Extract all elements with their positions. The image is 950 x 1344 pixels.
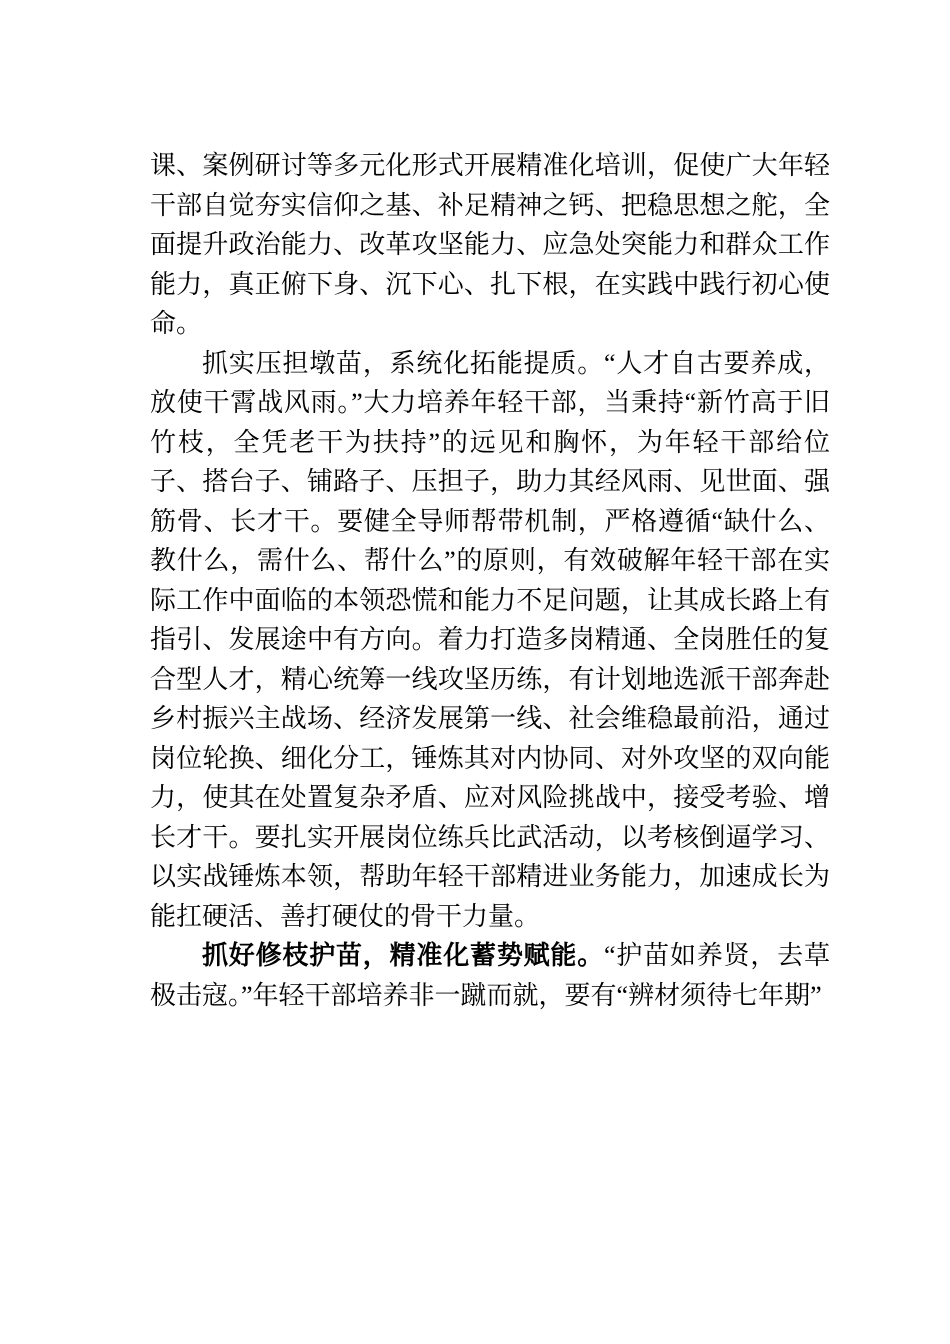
paragraph-3-lead: 抓好修枝护苗，精准化蓄势赋能。	[202, 941, 605, 970]
paragraph-2-text: 抓实压担墩苗，系统化拓能提质。“人才自古要养成，放使干霄战风雨。”大力培养年轻干部，当秉持“新竹高于旧竹枝，全凭老干为扶持”的远见和胸怀，为年轻干部给位子、搭台子、铺路子、压担子，助力其经风雨、见世面、强筋骨、长才干。要健全导师帮带机制，严格遵循“缺什么、教什么，需什么、帮什么”的原则，有效破解年轻干部在实际工作中面临的本领恐慌和能力不足问题，让其成长路上有指引、发展途中有方向。着力打造多岗精通、全岗胜任的复合型人才，精心统筹一线攻坚历练，有计划地选派干部奔赴乡村振兴主战场、经济发展第一线、社会维稳最前沿，通过岗位轮换、细化分工，锤炼其对内协同、对外攻坚的双向能力，使其在处置复杂矛盾、应对风险挑战中，接受考验、增长才干。要扎实开展岗位练兵比武活动，以考核倒逼学习、以实战锤炼本领，帮助年轻干部精进业务能力，加速成长为能扛硬活、善打硬仗的骨干力量。	[150, 348, 830, 931]
paragraph-continuation	[150, 146, 830, 344]
paragraph-1-text: 课、案例研讨等多元化形式开展精准化培训，促使广大年轻干部自觉夯实信仰之基、补足精神之钙、把稳思想之舵，全面提升政治能力、改革攻坚能力、应急处突能力和群众工作能力，真正俯下身、沉下心、扎下根，在实践中践行初心使命。	[150, 151, 830, 338]
paragraph-3-text: “护苗如养贤，去草极击寇。”年轻干部培养非一蹴而就，要有“辨材须待七年期”	[150, 941, 830, 1010]
paragraph-xiuzhi-humiao	[150, 936, 830, 1015]
paragraph-yadan-dunmiao	[150, 344, 830, 937]
document-content	[150, 146, 830, 1015]
